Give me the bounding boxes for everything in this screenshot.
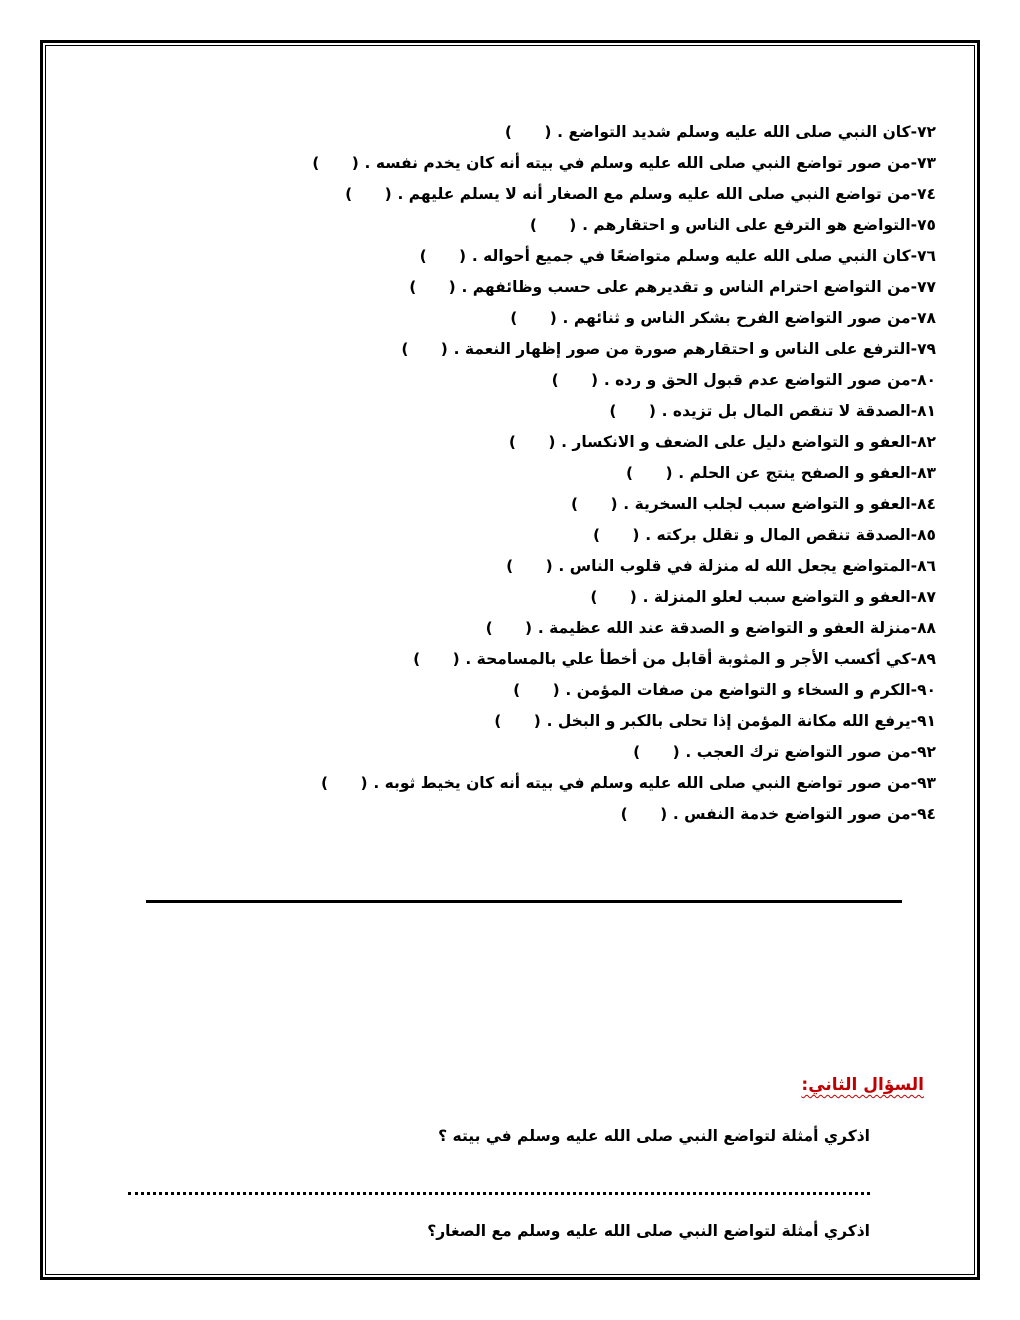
question-text: من صور التواضع ترك العجب . — [685, 743, 911, 761]
question-text: الصدقة لا تنقص المال بل تزيده . — [661, 402, 911, 420]
question-number: ٨١- — [910, 402, 936, 420]
answer-parentheses[interactable]: ( ) — [590, 588, 637, 606]
question-item — [136, 210, 936, 241]
question-number: ٧٢- — [910, 123, 936, 141]
answer-parentheses[interactable]: ( ) — [529, 216, 577, 234]
question-text: كان النبي صلى الله عليه وسلم شديد التواضع . — [557, 123, 911, 141]
question-item — [136, 489, 936, 520]
second-question-prompt-2: اذكري أمثلة لتواضع النبي صلى الله عليه وسلم مع الصغار؟ — [427, 1222, 870, 1240]
question-item — [136, 768, 936, 799]
question-item — [136, 148, 936, 179]
section-divider — [146, 900, 902, 903]
question-item — [136, 334, 936, 365]
question-item — [136, 613, 936, 644]
answer-parentheses[interactable]: ( ) — [409, 278, 456, 296]
question-text: التواضع هو الترفع على الناس و احتقارهم . — [582, 216, 911, 234]
question-number: ٨٧- — [910, 588, 936, 606]
answer-parentheses[interactable]: ( ) — [321, 774, 368, 792]
question-text: من صور التواضع عدم قبول الحق و رده . — [603, 371, 911, 389]
question-text: الترفع على الناس و احتقارهم صورة من صور إظهار النعمة . — [453, 340, 911, 358]
answer-parentheses[interactable]: ( ) — [609, 402, 656, 420]
question-number: ٩١- — [910, 712, 936, 730]
answer-parentheses[interactable]: ( ) — [551, 371, 599, 389]
question-item — [136, 582, 936, 613]
answer-parentheses[interactable]: ( ) — [485, 619, 533, 637]
answer-dotted-line[interactable] — [128, 1176, 870, 1195]
question-text: العفو و الصفح ينتج عن الحلم . — [678, 464, 911, 482]
question-number: ٨٢- — [910, 433, 936, 451]
question-number: ٧٧- — [910, 278, 936, 296]
second-question-prompt-1: اذكري أمثلة لتواضع النبي صلى الله عليه وسلم في بيته ؟ — [438, 1127, 870, 1145]
question-number: ٨٣- — [910, 464, 936, 482]
question-number: ٩٤- — [910, 805, 936, 823]
question-text: من صور تواضع النبي صلى الله عليه وسلم في بيته أنه كان يخيط ثوبه . — [373, 774, 911, 792]
question-number: ٩٣- — [910, 774, 936, 792]
question-number: ٨٦- — [910, 557, 936, 575]
question-text: المتواضع يجعل الله له منزلة في قلوب الناس . — [558, 557, 911, 575]
answer-parentheses[interactable]: ( ) — [413, 650, 460, 668]
question-item — [136, 241, 936, 272]
question-text: من تواضع النبي صلى الله عليه وسلم مع الصغار أنه لا يسلم عليهم . — [397, 185, 911, 203]
answer-parentheses[interactable]: ( ) — [592, 526, 640, 544]
answer-parentheses[interactable]: ( ) — [571, 495, 618, 513]
answer-parentheses[interactable]: ( ) — [513, 681, 560, 699]
question-number: ٨٨- — [910, 619, 936, 637]
answer-parentheses[interactable]: ( ) — [401, 340, 448, 358]
question-number: ٩٢- — [910, 743, 936, 761]
question-number: ٨٩- — [910, 650, 936, 668]
question-text: من صور تواضع النبي صلى الله عليه وسلم في بيته أنه كان يخدم نفسه . — [364, 154, 911, 172]
question-text: يرفع الله مكانة المؤمن إذا تحلى بالكبر و البخل . — [546, 712, 911, 730]
question-text: كي أكسب الأجر و المثوبة أقابل من أخطأ علي بالمسامحة . — [465, 650, 911, 668]
question-text: من التواضع احترام الناس و تقديرهم على حسب وظائفهم . — [461, 278, 911, 296]
question-number: ٧٤- — [910, 185, 936, 203]
question-number: ٨٠- — [910, 371, 936, 389]
question-text: من صور التواضع الفرح بشكر الناس و ثنائهم . — [562, 309, 911, 327]
question-item — [136, 396, 936, 427]
question-item — [136, 737, 936, 768]
answer-parentheses[interactable]: ( ) — [508, 433, 556, 451]
question-item — [136, 427, 936, 458]
question-item — [136, 117, 936, 148]
answer-parentheses[interactable]: ( ) — [510, 309, 557, 327]
question-number: ٩٠- — [910, 681, 936, 699]
question-item — [136, 799, 936, 830]
question-number: ٧٣- — [910, 154, 936, 172]
question-item — [136, 179, 936, 210]
question-text: الصدقة تنقص المال و تقلل بركته . — [645, 526, 911, 544]
question-item — [136, 675, 936, 706]
question-item — [136, 644, 936, 675]
question-number: ٨٤- — [910, 495, 936, 513]
second-question-title: السؤال الثاني: — [801, 1075, 924, 1095]
answer-parentheses[interactable]: ( ) — [626, 464, 673, 482]
question-item — [136, 520, 936, 551]
question-number: ٧٥- — [910, 216, 936, 234]
question-item — [136, 551, 936, 582]
question-item — [136, 706, 936, 737]
question-item — [136, 458, 936, 489]
answer-parentheses[interactable]: ( ) — [504, 123, 552, 141]
question-text: كان النبي صلى الله عليه وسلم متواضعًا في جميع أحواله . — [471, 247, 911, 265]
question-number: ٧٦- — [910, 247, 936, 265]
question-text: من صور التواضع خدمة النفس . — [672, 805, 911, 823]
question-text: العفو و التواضع سبب لعلو المنزلة . — [642, 588, 911, 606]
question-text: منزلة العفو و التواضع و الصدقة عند الله عظيمة . — [537, 619, 911, 637]
question-number: ٧٩- — [910, 340, 936, 358]
question-item — [136, 303, 936, 334]
question-item — [136, 272, 936, 303]
question-number: ٨٥- — [910, 526, 936, 544]
answer-parentheses[interactable]: ( ) — [506, 557, 553, 575]
answer-parentheses[interactable]: ( ) — [419, 247, 467, 265]
true-false-question-list — [136, 117, 936, 830]
question-text: العفو و التواضع دليل على الضعف و الانكسار . — [561, 433, 911, 451]
answer-parentheses[interactable]: ( ) — [494, 712, 541, 730]
answer-parentheses[interactable]: ( ) — [620, 805, 668, 823]
answer-parentheses[interactable]: ( ) — [312, 154, 359, 172]
answer-parentheses[interactable]: ( ) — [633, 743, 680, 761]
question-text: الكرم و السخاء و التواضع من صفات المؤمن . — [565, 681, 911, 699]
answer-parentheses[interactable]: ( ) — [345, 185, 392, 203]
question-number: ٧٨- — [910, 309, 936, 327]
question-item — [136, 365, 936, 396]
question-text: العفو و التواضع سبب لجلب السخرية . — [623, 495, 911, 513]
